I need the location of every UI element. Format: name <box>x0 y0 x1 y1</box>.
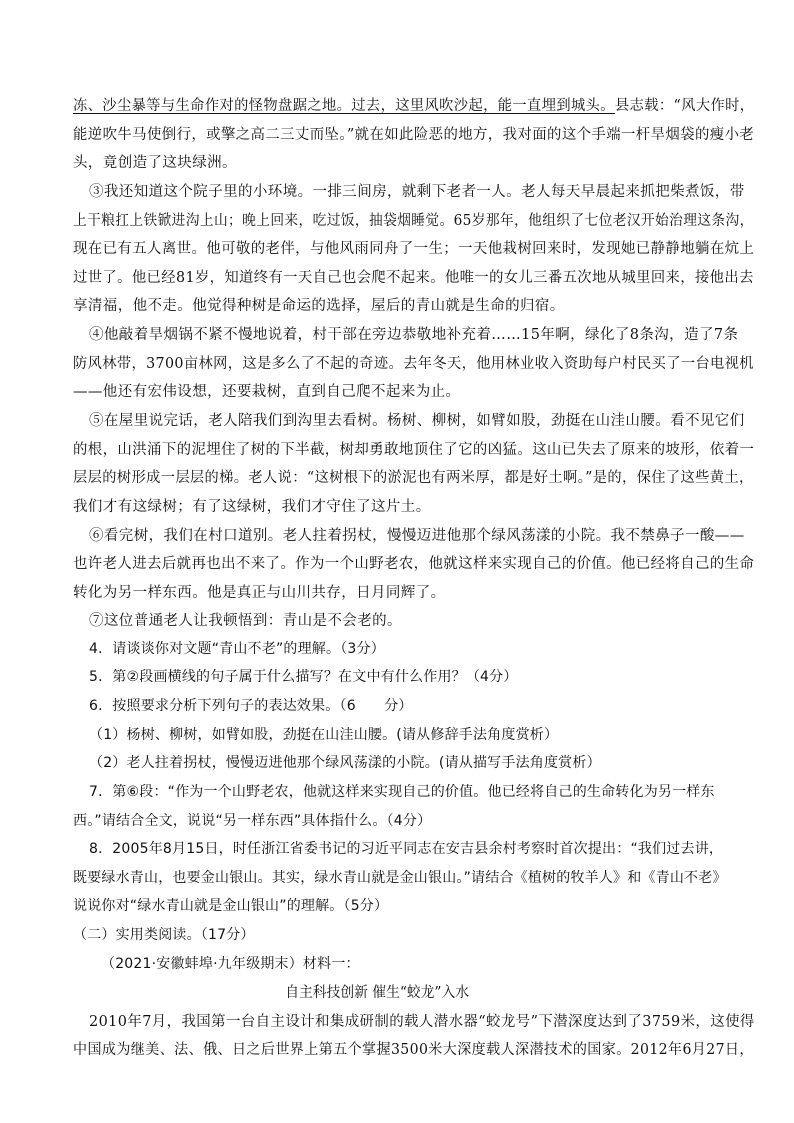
passage-line: 我们才有这绿树；有了这绿树，我们才守住了这片土。 <box>73 499 431 515</box>
paragraph-3: ③我还知道这个院子里的小环境。一排三间房，就剩下老者一人。老人每天早晨起来抓把柴煮饭，带 <box>89 184 745 200</box>
question-6-part-1: （1）杨树、柳树，如臂如股，劲挺在山洼山腰。(请从修辞手法角度赏析） <box>89 727 559 743</box>
material-title: 自主科技创新 催生“蛟龙”入水 <box>285 985 470 1001</box>
underlined-sentence: 冻、沙尘暴等与生命作对的怪物盘踞之地。过去，这里风吹沙起，能一直埋到城头。 <box>73 98 615 114</box>
passage-line: 层层的树形成一层层的梯。老人说：“这树根下的淤泥也有两米厚，都是好土啊。”是的，保住了这些黄土， <box>73 470 754 486</box>
paragraph-6: ⑥看完树，我们在村口道别。老人拄着拐杖，慢慢迈进他那个绿风荡漾的小院。我不禁鼻子一酸—— <box>89 528 745 544</box>
question-5: 5．第②段画横线的句子属于什么描写？在文中有什么作用？（4分） <box>89 669 518 685</box>
question-8-cont: 既要绿水青山，也要金山银山。其实，绿水青山就是金山银山。”请结合《植树的牧羊人》和《青山不老》 <box>73 870 727 886</box>
passage-line: 也许老人进去后就再也出不来了。作为一个山野老农，他就这样来实现自己的价值。他已经将自己的生命 <box>73 556 755 572</box>
passage-line: 过世了。他已经81岁，知道终有一天自己也会爬不起来。他唯一的女儿三番五次地从城里回来，接他出去 <box>73 270 754 286</box>
question-8-cont: 说说你对“绿水青山就是金山银山”的理解。（5分） <box>73 898 389 914</box>
source-note: （2021·安徽蚌埠·九年级期末）材料一： <box>101 956 360 972</box>
question-6: 6．按照要求分析下列句子的表达效果。（6 分） <box>89 698 413 714</box>
question-4: 4．请谈谈你对文题“青山不老”的理解。（3分） <box>89 641 385 657</box>
passage-line: 的根，山洪涌下的泥埋住了树的下半截，树却勇敢地顶住了它的凶猛。这山已失去了原来的坡形，依着一 <box>73 442 755 458</box>
passage-line: 转化为另一样东西。他是真正与山川共存，日月同辉了。 <box>73 585 446 601</box>
question-6-part-2: （2）老人拄着拐杖，慢慢迈进他那个绿风荡漾的小院。(请从描写手法角度赏析） <box>89 755 601 771</box>
passage-line: 防风林带，3700亩林网，这是多么了不起的奇迹。去年冬天，他用林业收入资助每户村民买了一台电视机 <box>73 356 754 372</box>
question-7: 7．第⑥段：“作为一个山野老农，他就这样来实现自己的价值。他已经将自己的生命转化为另一样东 <box>89 784 715 800</box>
passage-line: 能逆吹牛马使倒行，或擎之高二三丈而坠。”就在如此险恶的地方，我对面的这个手端一杆旱烟袋的瘦小老 <box>73 127 755 143</box>
material-text: 中国成为继美、法、俄、日之后世界上第五个掌握3500米大深度载人深潜技术的国家。2012年6月27日， <box>73 1042 754 1058</box>
passage-line: 现在已有五人离世。他可敬的老伴，与他风雨同舟了一生；一天他栽树回来时，发现她已静静地躺在炕上 <box>73 241 755 257</box>
section-heading: （二）实用类阅读。（17分） <box>73 927 255 943</box>
passage-line: 享清福，他不走。他觉得种树是命运的选择，屋后的青山就是生命的归宿。 <box>73 298 565 314</box>
passage-line: 上干粮扛上铁锨进沟上山；晚上回来，吃过饭，抽袋烟睡觉。65岁那年，他组织了七位老汉开始治理这条沟， <box>73 213 754 229</box>
question-8: 8．2005年8月15日，时任浙江省委书记的习近平同志在安吉县余村考察时首次提出：“我们过去讲， <box>89 841 724 857</box>
question-7-cont: 西。”请结合全文，说说“另一样东西”具体指什么。（4分） <box>73 813 432 829</box>
paragraph-4: ④他敲着旱烟锅不紧不慢地说着，村干部在旁边恭敬地补充着……15年啊，绿化了8条沟，造了7条 <box>89 327 739 343</box>
passage-line <box>73 94 754 115</box>
passage-line: ——他还有宏伟设想，还要栽树，直到自己爬不起来为止。 <box>73 384 461 400</box>
paragraph-5: ⑤在屋里说完话，老人陪我们到沟里去看树。杨树、柳树，如臂如股，劲挺在山洼山腰。看不见它们 <box>89 413 745 429</box>
material-text: 2010年7月，我国第一台自主设计和集成研制的载人潜水器“蛟龙号”下潜深度达到了3759米，这使得 <box>89 1014 755 1030</box>
passage-text: 县志载：“风大作时， <box>614 98 755 114</box>
paragraph-7: ⑦这位普通老人让我顿悟到：青山是不会老的。 <box>89 613 402 629</box>
passage-line: 头，竟创造了这块绿洲。 <box>73 155 237 171</box>
